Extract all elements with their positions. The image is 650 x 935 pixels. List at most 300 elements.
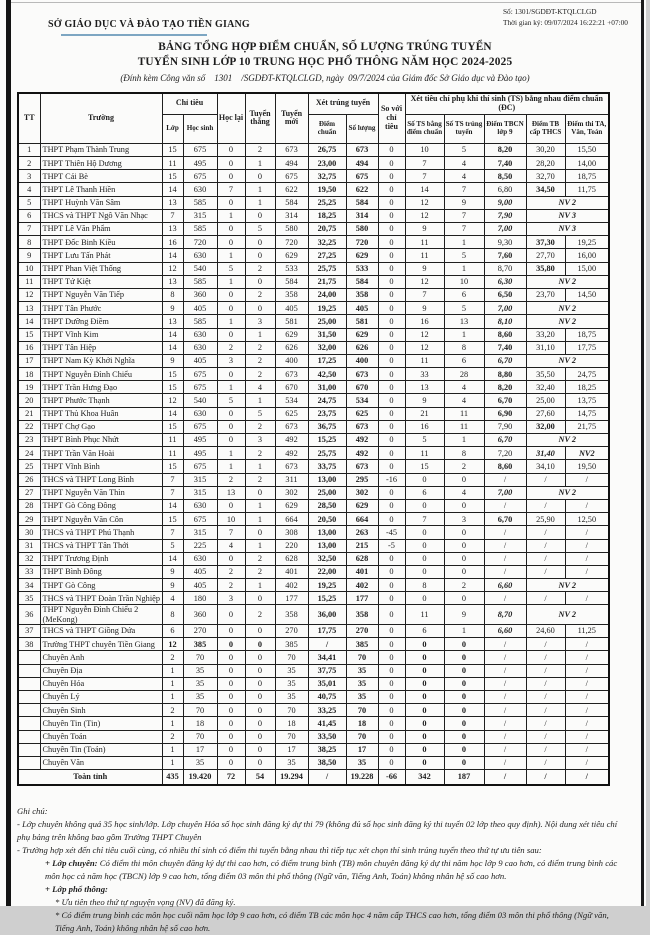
cell-value: 19,50 bbox=[565, 460, 609, 473]
cell-value: 10 bbox=[405, 143, 444, 156]
cell-tt: 37 bbox=[18, 625, 40, 638]
cell-value: 0 bbox=[444, 690, 484, 703]
cell-value: 405 bbox=[275, 302, 308, 315]
cell-value: 220 bbox=[275, 539, 308, 552]
cell-school-name: THCS và THPT Phú Thạnh bbox=[40, 526, 162, 539]
cell-value: 7 bbox=[405, 157, 444, 170]
cell-value: 0 bbox=[245, 717, 275, 730]
cell-value: 24,75 bbox=[308, 394, 346, 407]
cell-value: 7,00 bbox=[484, 486, 526, 499]
cell-value: 7 bbox=[405, 170, 444, 183]
table-row bbox=[18, 394, 609, 407]
cell-value: 35 bbox=[346, 756, 378, 769]
cell-value: 14 bbox=[162, 249, 183, 262]
cell-value: 7 bbox=[217, 183, 245, 196]
cell-value: / bbox=[308, 770, 346, 786]
header-lop: Lớp bbox=[162, 114, 183, 143]
cell-value: 402 bbox=[275, 579, 308, 592]
cell-value: / bbox=[526, 677, 565, 690]
cell-value: 0 bbox=[378, 434, 405, 447]
cell-school-name: THPT Tân Phước bbox=[40, 302, 162, 315]
cell-school-name: THPT Phan Việt Thống bbox=[40, 262, 162, 275]
cell-value: 18,75 bbox=[565, 328, 609, 341]
cell-value: 2 bbox=[162, 651, 183, 664]
table-row bbox=[18, 756, 609, 769]
cell-value: 40,75 bbox=[308, 690, 346, 703]
cell-value: 24,75 bbox=[565, 368, 609, 381]
cell-value: 70 bbox=[183, 730, 217, 743]
school-table-body bbox=[18, 143, 609, 785]
cell-value: -66 bbox=[378, 770, 405, 786]
cell-value: 23,70 bbox=[526, 288, 565, 301]
cell-value: 0 bbox=[245, 592, 275, 605]
cell-value: 533 bbox=[346, 262, 378, 275]
cell-value: 626 bbox=[346, 341, 378, 354]
cell-value: 11 bbox=[405, 605, 444, 625]
cell-value: 400 bbox=[346, 354, 378, 367]
cell-value: 6,60 bbox=[484, 579, 526, 592]
cell-value: 7 bbox=[444, 223, 484, 236]
cell-value: 0 bbox=[378, 579, 405, 592]
cell-value: 270 bbox=[346, 625, 378, 638]
cell-value: 629 bbox=[275, 499, 308, 512]
cell-value: 11 bbox=[162, 157, 183, 170]
cell-value: 16,00 bbox=[565, 249, 609, 262]
table-row bbox=[18, 717, 609, 730]
cell-value: 28,50 bbox=[308, 499, 346, 512]
cell-value: 70 bbox=[275, 730, 308, 743]
cell-value: 0 bbox=[245, 526, 275, 539]
cell-value: 15 bbox=[162, 460, 183, 473]
cell-value: 0 bbox=[378, 743, 405, 756]
cell-value: / bbox=[484, 651, 526, 664]
cell-nv: NV 3 bbox=[526, 223, 609, 236]
header-tieu-chi-phu: Xét tiêu chí phụ khi thí sinh (TS) bằng nhau điểm chuẩn (ĐC) bbox=[405, 93, 609, 114]
cell-value: 0 bbox=[217, 328, 245, 341]
cell-value: 14 bbox=[162, 552, 183, 565]
cell-value: / bbox=[565, 499, 609, 512]
cell-value: 0 bbox=[378, 704, 405, 717]
cell-value: 9 bbox=[162, 302, 183, 315]
cell-value: 33 bbox=[405, 368, 444, 381]
cell-value: 401 bbox=[346, 565, 378, 578]
cell-value: 6,70 bbox=[484, 394, 526, 407]
cell-value: / bbox=[526, 552, 565, 565]
cell-value: 9 bbox=[444, 605, 484, 625]
cell-school-name: THPT Bình Đông bbox=[40, 565, 162, 578]
cell-value: 1 bbox=[245, 157, 275, 170]
cell-value: 0 bbox=[378, 651, 405, 664]
cell-value: 19.420 bbox=[183, 770, 217, 786]
cell-value: 70 bbox=[275, 704, 308, 717]
cell-value: 18,25 bbox=[565, 381, 609, 394]
cell-value: 9 bbox=[405, 223, 444, 236]
table-row bbox=[18, 315, 609, 328]
cell-value: 12,50 bbox=[565, 513, 609, 526]
cell-value: 32,50 bbox=[308, 552, 346, 565]
cell-school-name: THPT Thủ Khoa Huân bbox=[40, 407, 162, 420]
cell-value: 38,25 bbox=[308, 743, 346, 756]
cell-value: 177 bbox=[275, 592, 308, 605]
cell-value: 494 bbox=[275, 157, 308, 170]
cell-value: 534 bbox=[346, 394, 378, 407]
cell-nv: NV 2 bbox=[526, 302, 609, 315]
cell-value: 0 bbox=[217, 407, 245, 420]
cell-value: 673 bbox=[346, 460, 378, 473]
cell-value: 1 bbox=[444, 236, 484, 249]
cell-value: 11 bbox=[444, 407, 484, 420]
cell-value: 13,75 bbox=[565, 394, 609, 407]
cell-value: / bbox=[526, 690, 565, 703]
cell-tt: 29 bbox=[18, 513, 40, 526]
cell-value: 21 bbox=[405, 407, 444, 420]
cell-value: 584 bbox=[275, 275, 308, 288]
cell-value: 11 bbox=[405, 236, 444, 249]
cell-value: 0 bbox=[378, 756, 405, 769]
cell-nv: NV 2 bbox=[526, 486, 609, 499]
cell-value: 15 bbox=[162, 381, 183, 394]
cell-value: 35 bbox=[183, 664, 217, 677]
note-lead: + Lớp phổ thông: bbox=[45, 884, 108, 895]
cell-value: 0 bbox=[378, 315, 405, 328]
cell-value: 0 bbox=[245, 275, 275, 288]
cell-value: 6,90 bbox=[484, 407, 526, 420]
cell-value: 35,01 bbox=[308, 677, 346, 690]
cell-school-name: THPT Phước Thạnh bbox=[40, 394, 162, 407]
cell-value: 0 bbox=[444, 565, 484, 578]
table-row bbox=[18, 170, 609, 183]
cell-school-name: THCS và THPT Tân Thới bbox=[40, 539, 162, 552]
cell-tt: 13 bbox=[18, 302, 40, 315]
cell-value: 0 bbox=[405, 690, 444, 703]
cell-tt: 2 bbox=[18, 157, 40, 170]
cell-school-name: THPT Nguyễn Đình Chiểu 2 (MeKong) bbox=[40, 605, 162, 625]
cell-value: 0 bbox=[405, 638, 444, 651]
cell-value: 70 bbox=[183, 704, 217, 717]
note-item: - Lớp chuyên không quá 35 học sinh/lớp. Lớp chuyên Hóa số học sinh đăng ký dự thi 79 (không đủ số học sinh đăng ký thi tuyển 02 lớp theo quy định). Nội dung xét tiêu chí phụ bảng trên không bao gồm Trường THPT Chuyên bbox=[17, 819, 618, 843]
cell-value: 673 bbox=[275, 368, 308, 381]
cell-value: 70 bbox=[275, 651, 308, 664]
cell-value: 675 bbox=[183, 368, 217, 381]
cell-value: 2 bbox=[245, 447, 275, 460]
cell-value: 492 bbox=[275, 434, 308, 447]
cell-value: 70 bbox=[346, 651, 378, 664]
cell-value: 12 bbox=[405, 196, 444, 209]
cell-value: 35 bbox=[346, 664, 378, 677]
cell-value: 8 bbox=[405, 579, 444, 592]
cell-value: 7,90 bbox=[484, 209, 526, 222]
cell-school-name: THPT Lê Thanh Hiền bbox=[40, 183, 162, 196]
cell-value: 0 bbox=[245, 249, 275, 262]
cell-school-name: THPT Bình Phục Nhứt bbox=[40, 434, 162, 447]
cell-value: / bbox=[484, 677, 526, 690]
cell-value: 1 bbox=[245, 460, 275, 473]
cell-value: / bbox=[526, 664, 565, 677]
cell-value: 0 bbox=[405, 664, 444, 677]
cell-value: 0 bbox=[245, 730, 275, 743]
cell-value: 6,30 bbox=[484, 275, 526, 288]
cell-value: 17 bbox=[275, 743, 308, 756]
cell-value: 626 bbox=[275, 341, 308, 354]
cell-value: 0 bbox=[444, 704, 484, 717]
cell-value: 15,50 bbox=[565, 143, 609, 156]
cell-value: 28 bbox=[444, 368, 484, 381]
cell-value: 358 bbox=[275, 288, 308, 301]
cell-value: 628 bbox=[346, 552, 378, 565]
cell-value: 18 bbox=[183, 717, 217, 730]
cell-value: 24,60 bbox=[526, 625, 565, 638]
cell-value: 1 bbox=[245, 183, 275, 196]
cell-value: 0 bbox=[378, 275, 405, 288]
cell-value: 302 bbox=[275, 486, 308, 499]
cell-value: 5 bbox=[245, 223, 275, 236]
table-row bbox=[18, 677, 609, 690]
cell-value: 1 bbox=[162, 677, 183, 690]
cell-value: / bbox=[526, 592, 565, 605]
cell-value: 0 bbox=[217, 625, 245, 638]
cell-value: 4 bbox=[444, 157, 484, 170]
cell-value: 0 bbox=[405, 677, 444, 690]
cell-value: 0 bbox=[378, 638, 405, 651]
cell-value: 12 bbox=[162, 638, 183, 651]
cell-value: 32,00 bbox=[308, 341, 346, 354]
cell-value: 6,60 bbox=[484, 625, 526, 638]
cell-value: 581 bbox=[275, 315, 308, 328]
cell-value: 12 bbox=[405, 209, 444, 222]
cell-value: / bbox=[484, 526, 526, 539]
cell-value: 0 bbox=[378, 143, 405, 156]
cell-value: 405 bbox=[183, 302, 217, 315]
cell-school-name: THPT Tân Hiệp bbox=[40, 341, 162, 354]
cell-value: 13 bbox=[217, 486, 245, 499]
cell-value: 1 bbox=[217, 249, 245, 262]
cell-value: 33,75 bbox=[308, 460, 346, 473]
cell-value: 9,00 bbox=[484, 196, 526, 209]
cell-value: 2 bbox=[162, 730, 183, 743]
cell-value: 31,50 bbox=[308, 328, 346, 341]
cell-value: 625 bbox=[346, 407, 378, 420]
cell-value: 8,20 bbox=[484, 381, 526, 394]
cell-value: 0 bbox=[378, 499, 405, 512]
table-header bbox=[18, 93, 609, 143]
cell-school-name: THPT Trần Văn Hoài bbox=[40, 447, 162, 460]
cell-value: 385 bbox=[275, 638, 308, 651]
table-row bbox=[18, 539, 609, 552]
cell-value: 675 bbox=[346, 170, 378, 183]
cell-value: / bbox=[565, 770, 609, 786]
cell-value: 7,20 bbox=[484, 447, 526, 460]
doc-subtitle: (Đính kèm Công văn số 1301 /SGDĐT-KTQLCLGD, ngày 09/7/2024 của Giám đốc Sở Giáo dục và Đào tạo) bbox=[120, 73, 530, 83]
cell-value: 673 bbox=[275, 460, 308, 473]
cell-value: / bbox=[484, 565, 526, 578]
cell-value: 315 bbox=[183, 473, 217, 486]
cell-value: / bbox=[565, 756, 609, 769]
cell-tt: 24 bbox=[18, 447, 40, 460]
cell-value: / bbox=[484, 499, 526, 512]
cell-nv: NV 2 bbox=[526, 275, 609, 288]
cell-value: 1 bbox=[217, 381, 245, 394]
cell-value: 580 bbox=[346, 223, 378, 236]
cell-value: 25,25 bbox=[308, 196, 346, 209]
cell-value: 358 bbox=[346, 605, 378, 625]
cell-school-name: THPT Phạm Thành Trung bbox=[40, 143, 162, 156]
cell-school-name: Chuyên Anh bbox=[40, 651, 162, 664]
cell-value: 180 bbox=[183, 592, 217, 605]
cell-value: 28,20 bbox=[526, 157, 565, 170]
cell-value: 0 bbox=[405, 473, 444, 486]
cell-tt: 16 bbox=[18, 341, 40, 354]
cell-value: 0 bbox=[378, 486, 405, 499]
cell-value: 25,90 bbox=[526, 513, 565, 526]
cell-value: 20,50 bbox=[308, 513, 346, 526]
table-row bbox=[18, 434, 609, 447]
cell-value: 0 bbox=[245, 625, 275, 638]
cell-value: 27,60 bbox=[526, 407, 565, 420]
cell-value: 0 bbox=[217, 302, 245, 315]
cell-value: 8 bbox=[444, 341, 484, 354]
cell-value: 37,30 bbox=[526, 236, 565, 249]
cell-tt: 10 bbox=[18, 262, 40, 275]
cell-value: 0 bbox=[378, 157, 405, 170]
cell-value: 31,10 bbox=[526, 341, 565, 354]
cell-value: 1 bbox=[245, 579, 275, 592]
cell-value: 9 bbox=[162, 565, 183, 578]
cell-value: 7,00 bbox=[484, 223, 526, 236]
doc-number: Số: 1301/SGDĐT-KTQLCLGD bbox=[503, 7, 597, 16]
cell-tt: 31 bbox=[18, 539, 40, 552]
table-row bbox=[18, 638, 609, 651]
cell-tt: 15 bbox=[18, 328, 40, 341]
cell-value: 6 bbox=[444, 288, 484, 301]
cell-value: 630 bbox=[183, 328, 217, 341]
cell-value: 9 bbox=[405, 262, 444, 275]
cell-value: 54 bbox=[245, 770, 275, 786]
table-row bbox=[18, 262, 609, 275]
cell-tt: 23 bbox=[18, 434, 40, 447]
header-hoc-lai: Học lại bbox=[217, 93, 245, 143]
cell-value: 11,25 bbox=[565, 625, 609, 638]
header-tuyen-moi: Tuyển mới bbox=[275, 93, 308, 143]
cell-value: / bbox=[565, 704, 609, 717]
cell-value: 0 bbox=[378, 513, 405, 526]
cell-tt bbox=[18, 677, 40, 690]
doc-title-line2: TUYỂN SINH LỚP 10 TRUNG HỌC PHỔ THÔNG NĂM HỌC 2024-2025 bbox=[137, 56, 513, 68]
cell-value: 38,50 bbox=[308, 756, 346, 769]
cell-value: 0 bbox=[378, 394, 405, 407]
cell-value: 675 bbox=[183, 143, 217, 156]
table-row bbox=[18, 743, 609, 756]
cell-value: 7 bbox=[217, 526, 245, 539]
cell-value: 35,80 bbox=[526, 262, 565, 275]
cell-value: 0 bbox=[245, 209, 275, 222]
cell-value: 30,20 bbox=[526, 143, 565, 156]
cell-value: 13,00 bbox=[308, 473, 346, 486]
header-school: Trường bbox=[40, 93, 162, 143]
cell-value: 0 bbox=[378, 288, 405, 301]
cell-value: / bbox=[484, 743, 526, 756]
cell-value: 215 bbox=[346, 539, 378, 552]
table-row bbox=[18, 341, 609, 354]
cell-value: 0 bbox=[378, 420, 405, 433]
cell-nv: NV 2 bbox=[526, 605, 609, 625]
cell-value: 629 bbox=[346, 328, 378, 341]
cell-value: 1 bbox=[245, 513, 275, 526]
cell-value: 6 bbox=[444, 354, 484, 367]
cell-value: 41,45 bbox=[308, 717, 346, 730]
cell-value: 0 bbox=[217, 717, 245, 730]
cell-value: 0 bbox=[378, 605, 405, 625]
cell-value: 15 bbox=[162, 143, 183, 156]
cell-nv: NV 2 bbox=[526, 354, 609, 367]
cell-value: 4 bbox=[162, 592, 183, 605]
cell-value: 20,75 bbox=[308, 223, 346, 236]
cell-value: 25,75 bbox=[308, 262, 346, 275]
cell-value: 11 bbox=[405, 249, 444, 262]
header-xet-trung-tuyen: Xét trúng tuyển bbox=[308, 93, 378, 114]
cell-value: 7,60 bbox=[484, 249, 526, 262]
cell-value: 492 bbox=[346, 434, 378, 447]
cell-school-name: THPT Nam Kỳ Khởi Nghĩa bbox=[40, 354, 162, 367]
cell-total-label: Toàn tỉnh bbox=[18, 770, 162, 786]
table-row bbox=[18, 368, 609, 381]
cell-value: / bbox=[565, 743, 609, 756]
cell-value: 4 bbox=[444, 381, 484, 394]
cell-value: 35 bbox=[275, 756, 308, 769]
header-diem-thi: Điểm thi TA, Văn, Toán bbox=[565, 114, 609, 143]
cell-value: 32,40 bbox=[526, 381, 565, 394]
cell-value: 13 bbox=[444, 315, 484, 328]
page-right-edge bbox=[641, 0, 644, 906]
cell-value: 0 bbox=[245, 651, 275, 664]
cell-value: 8 bbox=[444, 447, 484, 460]
cell-value: 8,50 bbox=[484, 170, 526, 183]
cell-value: 0 bbox=[444, 730, 484, 743]
cell-value: 15 bbox=[162, 368, 183, 381]
cell-value: 9 bbox=[162, 354, 183, 367]
note-lead: + Lớp chuyên: bbox=[45, 858, 98, 869]
cell-value: 670 bbox=[275, 381, 308, 394]
cell-tt: 33 bbox=[18, 565, 40, 578]
cell-school-name: THPT Gò Công bbox=[40, 579, 162, 592]
org-name: SỞ GIÁO DỤC VÀ ĐÀO TẠO TIỀN GIANG bbox=[48, 19, 250, 30]
cell-value: 3 bbox=[217, 592, 245, 605]
header-diem-tbcn: Điểm TBCN lớp 9 bbox=[484, 114, 526, 143]
cell-value: 0 bbox=[217, 677, 245, 690]
cell-tt: 12 bbox=[18, 288, 40, 301]
cell-value: 0 bbox=[405, 539, 444, 552]
cell-value: 0 bbox=[378, 552, 405, 565]
cell-value: 0 bbox=[378, 625, 405, 638]
cell-value: 6,70 bbox=[484, 354, 526, 367]
cell-value: 540 bbox=[183, 262, 217, 275]
cell-value: 585 bbox=[183, 315, 217, 328]
cell-value: 0 bbox=[444, 473, 484, 486]
cell-value: 0 bbox=[405, 552, 444, 565]
cell-value: 2 bbox=[245, 473, 275, 486]
cell-value: 15 bbox=[405, 460, 444, 473]
cell-value: 0 bbox=[245, 170, 275, 183]
cell-value: 400 bbox=[275, 354, 308, 367]
cell-value: 14,75 bbox=[565, 407, 609, 420]
cell-value: 0 bbox=[217, 420, 245, 433]
cell-value: 17 bbox=[183, 743, 217, 756]
cell-value: 2 bbox=[444, 579, 484, 592]
cell-value: 673 bbox=[346, 143, 378, 156]
table-row bbox=[18, 447, 609, 460]
cell-value: / bbox=[565, 638, 609, 651]
cell-tt: 4 bbox=[18, 183, 40, 196]
results-table bbox=[17, 92, 610, 786]
